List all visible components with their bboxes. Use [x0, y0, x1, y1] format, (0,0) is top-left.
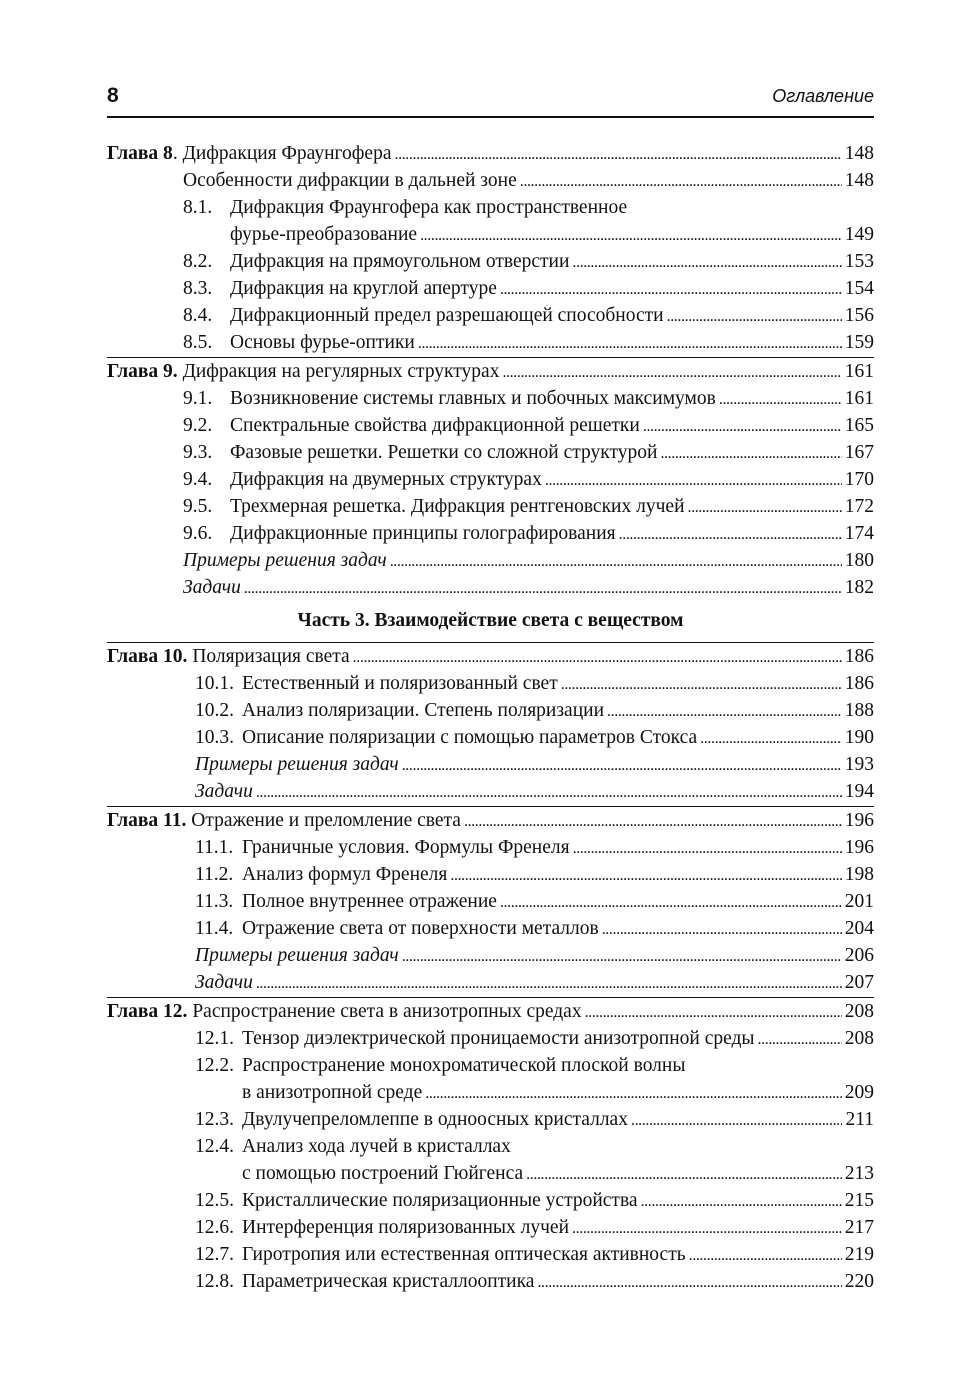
toc-entry-12-2-line2[interactable]: [107, 1079, 874, 1106]
toc-entry-10-1[interactable]: [107, 670, 874, 697]
toc-entry-11-problems[interactable]: [107, 969, 874, 996]
section-number: 10.3.: [195, 727, 234, 748]
page-header: [107, 84, 874, 110]
page-ref: 153: [844, 251, 874, 272]
page-ref: 201: [844, 891, 874, 912]
dot-leader: [500, 275, 842, 303]
chapter-title: . Дифракция Фраунгофера: [172, 143, 392, 164]
section-number: 8.2.: [183, 251, 213, 272]
entry-title: Дифракция на двумерных структурах: [230, 469, 542, 490]
toc-entry-8-1-line2[interactable]: [107, 221, 874, 248]
toc-entry-9-3[interactable]: [107, 439, 874, 466]
header-rule: [107, 116, 874, 118]
entry-title: Описание поляризации с помощью параметров Стокса: [242, 727, 698, 748]
section-number: 11.1.: [195, 837, 234, 858]
toc-entry-11-4[interactable]: [107, 915, 874, 942]
dot-leader: [561, 670, 842, 698]
entry-title: Естественный и поляризованный свет: [242, 673, 558, 694]
toc-entry-9-2[interactable]: [107, 412, 874, 439]
table-of-contents: [107, 140, 874, 1295]
section-number: 9.3.: [183, 442, 213, 463]
dot-leader: [520, 167, 842, 195]
section-number: 11.2.: [195, 864, 234, 885]
entry-title: Граничные условия. Формулы Френеля: [242, 837, 570, 858]
toc-entry-9-problems[interactable]: [107, 574, 874, 601]
entry-title: Задачи: [195, 781, 253, 802]
section-number: 9.4.: [183, 469, 213, 490]
dot-leader: [667, 302, 842, 330]
section-number: 8.3.: [183, 278, 213, 299]
dot-leader: [537, 1268, 841, 1296]
entry-title: Дифракционный предел разрешающей способности: [230, 305, 664, 326]
page-ref: 198: [844, 864, 874, 885]
section-number: 12.4.: [195, 1136, 234, 1157]
toc-entry-12-1[interactable]: [107, 1025, 874, 1052]
page-ref: 208: [844, 1001, 874, 1022]
dot-leader: [526, 1160, 842, 1188]
entry-title: Анализ поляризации. Степень поляризации: [242, 700, 605, 721]
toc-entry-8-intro[interactable]: [107, 167, 874, 194]
dot-leader: [643, 412, 842, 440]
entry-title: Задачи: [183, 577, 241, 598]
dot-leader: [464, 807, 842, 835]
toc-entry-9-examples[interactable]: [107, 547, 874, 574]
toc-entry-8-4[interactable]: [107, 302, 874, 329]
page-ref: 207: [844, 972, 874, 993]
page-ref: 180: [844, 550, 874, 571]
dot-leader: [450, 861, 841, 889]
entry-title: Спектральные свойства дифракционной решетки: [230, 415, 640, 436]
toc-entry-9-4[interactable]: [107, 466, 874, 493]
entry-title: Тензор диэлектрической проницаемости анизотропной среды: [242, 1028, 755, 1049]
entry-title: Примеры решения задач: [195, 754, 399, 775]
dot-leader: [585, 998, 842, 1026]
toc-entry-12-7[interactable]: [107, 1241, 874, 1268]
entry-title: Анализ формул Френеля: [242, 864, 448, 885]
dot-leader: [641, 1187, 842, 1215]
page-ref: 215: [844, 1190, 874, 1211]
toc-chapter-10[interactable]: [107, 643, 874, 670]
entry-title: Дифракция на прямоугольном отверстии: [230, 251, 570, 272]
entry-title: Примеры решения задач: [183, 550, 387, 571]
page-number: 8: [107, 84, 119, 107]
page-ref: 167: [844, 442, 874, 463]
dot-leader: [244, 574, 842, 602]
chapter-label: Глава 9.: [107, 361, 178, 382]
dot-leader: [631, 1106, 843, 1134]
toc-entry-8-2[interactable]: [107, 248, 874, 275]
page-ref: 159: [844, 332, 874, 353]
entry-title-cont: в анизотропной среде: [242, 1082, 423, 1103]
dot-leader: [395, 140, 842, 168]
entry-title: Параметрическая кристаллооптика: [242, 1271, 535, 1292]
entry-title: Примеры решения задач: [195, 945, 399, 966]
entry-title: Трехмерная решетка. Дифракция рентгеновских лучей: [230, 496, 685, 517]
page-ref: 148: [844, 170, 874, 191]
toc-entry-9-1[interactable]: [107, 385, 874, 412]
chapter-label: Глава 8: [107, 143, 173, 164]
dot-leader: [402, 942, 842, 970]
section-number: 9.6.: [183, 523, 213, 544]
page-ref: 154: [844, 278, 874, 299]
dot-leader: [660, 439, 841, 467]
chapter-title: Дифракция на регулярных структурах: [177, 361, 500, 382]
page-ref: 161: [844, 388, 874, 409]
chapter-title: Поляризация света: [187, 646, 350, 667]
entry-title: Анализ хода лучей в кристаллах: [242, 1136, 511, 1157]
toc-entry-10-problems[interactable]: [107, 778, 874, 805]
entry-title: Кристаллические поляризационные устройства: [242, 1190, 638, 1211]
entry-title: Задачи: [195, 972, 253, 993]
page-ref: 165: [844, 415, 874, 436]
toc-entry-11-3[interactable]: [107, 888, 874, 915]
dot-leader: [688, 493, 842, 521]
entry-title-cont: с помощью построений Гюйгенса: [242, 1163, 524, 1184]
toc-entry-12-2-line1[interactable]: [107, 1052, 874, 1079]
chapter-title: Отражение и преломление света: [186, 810, 461, 831]
dot-leader: [390, 547, 842, 575]
page-ref: 208: [844, 1028, 874, 1049]
dot-leader: [689, 1241, 842, 1269]
entry-title: Основы фурье-оптики: [230, 332, 415, 353]
page-ref: 172: [844, 496, 874, 517]
section-number: 8.1.: [183, 197, 213, 218]
running-title: Оглавление: [772, 86, 874, 106]
toc-entry-8-5[interactable]: [107, 329, 874, 356]
section-number: 9.5.: [183, 496, 213, 517]
page-ref: 206: [844, 945, 874, 966]
section-number: 12.5.: [195, 1190, 234, 1211]
page-ref: 217: [844, 1217, 874, 1238]
toc-entry-9-5[interactable]: [107, 493, 874, 520]
page-ref: 193: [844, 754, 874, 775]
toc-entry-9-6[interactable]: [107, 520, 874, 547]
dot-leader: [402, 751, 842, 779]
dot-leader: [353, 643, 842, 671]
dot-leader: [619, 520, 842, 548]
page-ref: 194: [844, 781, 874, 802]
toc-entry-8-3[interactable]: [107, 275, 874, 302]
dot-leader: [500, 888, 842, 916]
section-number: 9.1.: [183, 388, 213, 409]
dot-leader: [420, 221, 842, 249]
dot-leader: [572, 1214, 842, 1242]
dot-leader: [545, 466, 842, 494]
entry-title: Полное внутреннее отражение: [242, 891, 497, 912]
entry-title: Гиротропия или естественная оптическая активность: [242, 1244, 686, 1265]
dot-leader: [502, 358, 841, 386]
section-number: 12.1.: [195, 1028, 234, 1049]
section-number: 12.3.: [195, 1109, 234, 1130]
chapter-label: Глава 11.: [107, 810, 187, 831]
toc-entry-8-1-line1[interactable]: [107, 194, 874, 221]
chapter-title: Распространение света в анизотропных средах: [187, 1001, 582, 1022]
page-ref: 186: [844, 646, 874, 667]
entry-title: Дифракционные принципы голографирования: [230, 523, 616, 544]
entry-title: Возникновение системы главных и побочных максимумов: [230, 388, 716, 409]
page-ref: 182: [844, 577, 874, 598]
page-ref: 190: [844, 727, 874, 748]
page-ref: 219: [844, 1244, 874, 1265]
entry-title: Отражение света от поверхности металлов: [242, 918, 599, 939]
section-number: 12.2.: [195, 1055, 234, 1076]
toc-entry-10-examples[interactable]: [107, 751, 874, 778]
toc-chapter-12[interactable]: [107, 998, 874, 1025]
toc-chapter-9[interactable]: [107, 358, 874, 385]
page-ref: 174: [844, 523, 874, 544]
section-number: 12.8.: [195, 1271, 234, 1292]
page-ref: 196: [844, 837, 874, 858]
part-title: Часть 3. Взаимодействие света с веществом: [297, 610, 684, 631]
section-number: 8.5.: [183, 332, 213, 353]
toc-entry-12-4-line2[interactable]: [107, 1160, 874, 1187]
toc-entry-10-3[interactable]: [107, 724, 874, 751]
entry-title: Дифракция Фраунгофера как пространственное: [230, 197, 628, 218]
page-ref: 149: [844, 224, 874, 245]
dot-leader: [256, 969, 842, 997]
section-number: 10.2.: [195, 700, 234, 721]
toc-entry-11-2[interactable]: [107, 861, 874, 888]
entry-title: Двулучепреломлеппе в одноосных кристаллах: [242, 1109, 628, 1130]
page-ref: 220: [844, 1271, 874, 1292]
page-ref: 156: [844, 305, 874, 326]
entry-title: Фазовые решетки. Решетки со сложной структурой: [230, 442, 658, 463]
section-number: 10.1.: [195, 673, 234, 694]
page-ref: 170: [844, 469, 874, 490]
page-ref: 161: [844, 361, 874, 382]
entry-title: Распространение монохроматической плоской волны: [242, 1055, 686, 1076]
chapter-label: Глава 10.: [107, 646, 188, 667]
section-number: 11.3.: [195, 891, 234, 912]
page-ref: 188: [844, 700, 874, 721]
dot-leader: [573, 834, 842, 862]
dot-leader: [256, 778, 842, 806]
entry-title: Особенности дифракции в дальней зоне: [183, 170, 517, 191]
entry-title: Интерференция поляризованных лучей: [242, 1217, 570, 1238]
toc-chapter-8[interactable]: [107, 140, 874, 167]
page-ref: 211: [845, 1109, 874, 1130]
page-ref: 148: [844, 143, 874, 164]
page-ref: 196: [844, 810, 874, 831]
toc-entry-10-2[interactable]: [107, 697, 874, 724]
dot-leader: [607, 697, 842, 725]
toc-entry-12-6[interactable]: [107, 1214, 874, 1241]
page-ref: 204: [844, 918, 874, 939]
page-ref: 213: [844, 1163, 874, 1184]
chapter-label: Глава 12.: [107, 1001, 188, 1022]
dot-leader: [700, 724, 842, 752]
dot-leader: [719, 385, 842, 413]
dot-leader: [602, 915, 842, 943]
page-ref: 186: [844, 673, 874, 694]
toc-entry-12-4-line1[interactable]: [107, 1133, 874, 1160]
section-number: 12.6.: [195, 1217, 234, 1238]
dot-leader: [572, 248, 841, 276]
dot-leader: [418, 329, 842, 357]
entry-title: Дифракция на круглой апертуре: [230, 278, 497, 299]
section-number: 11.4.: [195, 918, 234, 939]
page-ref: 209: [844, 1082, 874, 1103]
section-number: 9.2.: [183, 415, 213, 436]
dot-leader: [425, 1079, 841, 1107]
toc-entry-12-8[interactable]: [107, 1268, 874, 1295]
section-number: 12.7.: [195, 1244, 234, 1265]
toc-entry-11-examples[interactable]: [107, 942, 874, 969]
toc-entry-11-1[interactable]: [107, 834, 874, 861]
entry-title-cont: фурье-преобразование: [230, 224, 418, 245]
section-number: 8.4.: [183, 305, 213, 326]
dot-leader: [758, 1025, 842, 1053]
toc-chapter-11[interactable]: [107, 807, 874, 834]
toc-entry-12-5[interactable]: [107, 1187, 874, 1214]
toc-entry-12-3[interactable]: [107, 1106, 874, 1133]
